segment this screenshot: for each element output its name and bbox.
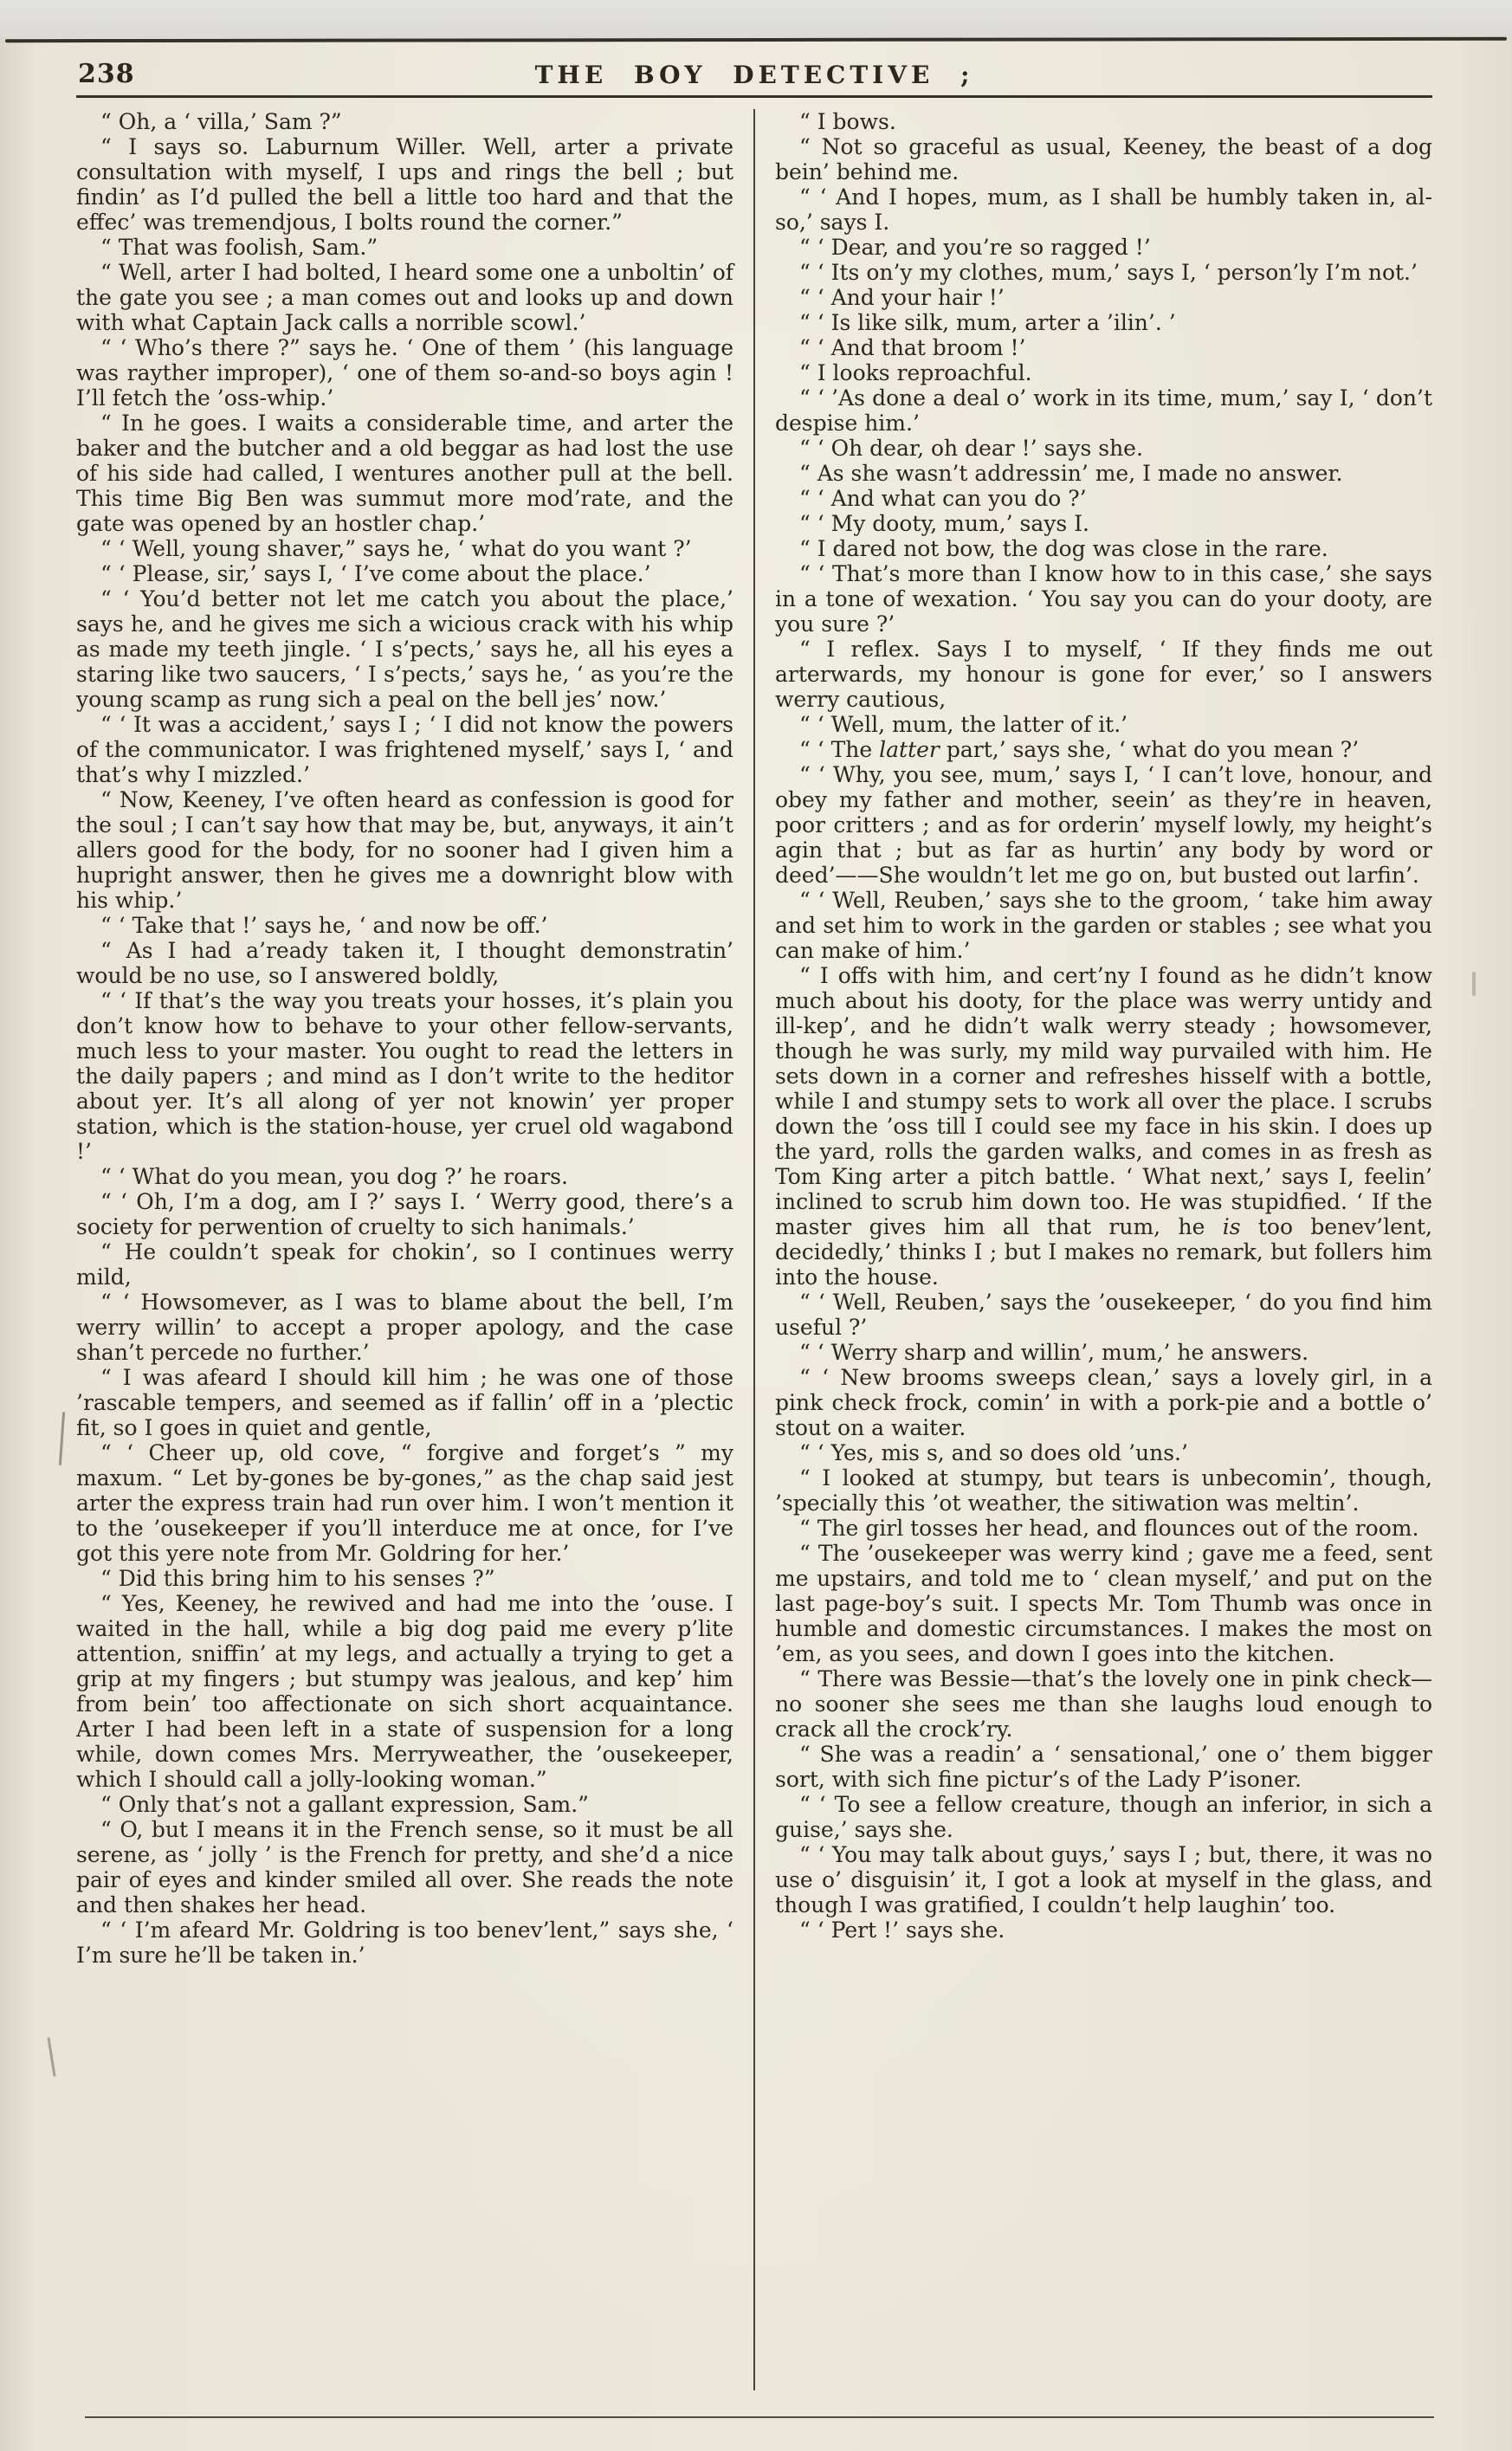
paragraph: “ In he goes. I waits a considerable time, and arter the baker and the butcher and a old beggar as had lost the use of his side had called, I wentures another pull at the bell. This time Big Ben was summut more mod’rate, and the gate was opened by an hostler chap.’: [76, 411, 733, 536]
running-title: THE BOY DETECTIVE ;: [534, 61, 974, 89]
paragraph: “ ‘ You’d better not let me catch you about the place,’ says he, and he gives me sich a wicious crack with his whip as made my teeth jingle. ‘ I s’pects,’ says he, all his eyes a staring like two saucers, ‘ I s’pects,’ says he, ‘ as you’re the young scamp as rung sich a peal on the bell jes’ now.’: [76, 586, 733, 712]
paragraph: “ The girl tosses her head, and flounces out of the room.: [799, 1516, 1419, 1541]
paragraph: “ ‘ Howsomever, as I was to blame about the bell, I’m werry willin’ to accept a proper apology, and the case shan’t percede no further.’: [76, 1290, 733, 1365]
running-header: [76, 55, 1432, 94]
paragraph: “ Now, Keeney, I’ve often heard as confession is good for the soul ; I can’t say how that may be, but, anyways, it ain’t allers good for the body, for no sooner had I given him a hupright answer, then he gives me a downright blow with his whip.’: [76, 787, 733, 913]
paragraph: “ ‘ Pert !’ says she.: [799, 1917, 1005, 1943]
paragraph: “ ‘ Oh dear, oh dear !’ says she.: [799, 436, 1143, 461]
paragraph: “ I says so. Laburnum Willer. Well, arter a private consultation with myself, I ups and rings the bell ; but findin’ as I’d pulled the bell a little too hard and that the effec’ was tremendjous, I bolts round the corner.”: [76, 134, 733, 235]
page-number: 238: [78, 59, 135, 89]
column-divider: [753, 109, 755, 2390]
paragraph: “ Not so graceful as usual, Keeney, the beast of a dog bein’ behind me.: [775, 134, 1432, 184]
text-body: [76, 109, 1432, 2390]
paragraph: “ ‘ Oh, I’m a dog, am I ?’ says I. ‘ Werry good, there’s a society for perwention of cruelty to sich hanimals.’: [76, 1189, 733, 1239]
paragraph: “ ‘ Cheer up, old cove, “ forgive and forget’s ” my maxum. “ Let by-gones be by-gones,” as the chap said jest arter the express train had run over him. I won’t mention it to the ’ousekeeper if you’ll interduce me at once, for I’ve got this yere note from Mr. Goldring for her.’: [76, 1440, 733, 1566]
paragraph: “ ‘ I’m afeard Mr. Goldring is too benev’lent,” says she, ‘ I’m sure he’ll be taken in.’: [76, 1917, 733, 1968]
paragraph: “ Yes, Keeney, he rewived and had me into the ’ouse. I waited in the hall, while a big dog paid me every p’lite attention, sniffin’ at my legs, and actually a trying to get a grip at my fingers ; but stumpy was jealous, and kep’ him from bein’ too affectionate on sich short acquaintance. Arter I had been left in a state of suspension for a long while, down comes Mrs. Merryweather, the ’ousekeeper, which I should call a jolly-looking woman.”: [76, 1591, 733, 1792]
paragraph: “ ‘ Take that !’ says he, ‘ and now be off.’: [100, 913, 548, 938]
paragraph: “ Well, arter I had bolted, I heard some one a unboltin’ of the gate you see ; a man comes out and looks up and down with what Captain Jack calls a norrible scowl.’: [76, 260, 733, 335]
paragraph: “ ‘ New brooms sweeps clean,’ says a lovely girl, in a pink check frock, comin’ in with a pork-pie and a bottle o’ stout on a waiter.: [775, 1365, 1432, 1440]
paragraph: “ ‘ Well, Reuben,’ says the ’ousekeeper, ‘ do you find him useful ?’: [775, 1290, 1432, 1340]
scan-top-edge: [0, 0, 1512, 38]
paragraph: “ That was foolish, Sam.”: [100, 235, 378, 260]
paragraph: “ ‘ And your hair !’: [799, 285, 1005, 310]
footer-rule: [85, 2416, 1434, 2418]
paragraph: “ I bows.: [799, 109, 896, 134]
paragraph: “ ‘ If that’s the way you treats your hosses, it’s plain you don’t know how to behave to your other fellow-servants, much less to your master. You ought to read the letters in the daily papers ; and mind as I don’t write to the heditor about yer. It’s all along of yer not knowin’ yer proper station, which is the station-house, yer cruel old wagabond !’: [76, 988, 733, 1164]
paragraph: “ Only that’s not a gallant expression, Sam.”: [100, 1792, 589, 1817]
paragraph: “ ‘ And what can you do ?’: [799, 486, 1087, 511]
paragraph: “ ‘ My dooty, mum,’ says I.: [799, 511, 1089, 536]
scan-artifact: [1472, 972, 1476, 996]
paragraph: “ Did this bring him to his senses ?”: [100, 1566, 495, 1591]
scan-artifact: [59, 1412, 65, 1465]
paragraph: “ ‘ Please, sir,’ says I, ‘ I’ve come about the place.’: [100, 561, 651, 586]
paragraph: “ O, but I means it in the French sense, so it must be all serene, as ‘ jolly ’ is the French for pretty, and she’d a nice pair of eyes and kinder smiled all over. She reads the note and then shakes her head.: [76, 1817, 733, 1917]
paragraph: “ ‘ And I hopes, mum, as I shall be humbly taken in, al-so,’ says I.: [775, 184, 1432, 235]
column-left: [76, 109, 733, 2390]
paragraph: “ ‘ Werry sharp and willin’, mum,’ he answers.: [799, 1340, 1309, 1365]
paragraph: “ ‘ Who’s there ?” says he. ‘ One of them ’ (his language was rayther improper), ‘ one of them so-and-so boys agin ! I’ll fetch the ’oss-whip.’: [76, 335, 733, 411]
paragraph: “ ‘ Dear, and you’re so ragged !’: [799, 235, 1151, 260]
paragraph: “ ‘ What do you mean, you dog ?’ he roars.: [100, 1164, 568, 1189]
scan-artifact: [47, 2037, 55, 2077]
paragraph: “ I dared not bow, the dog was close in the rare.: [799, 536, 1328, 561]
paragraph: “ As she wasn’t addressin’ me, I made no answer.: [799, 461, 1343, 486]
header-rule: [76, 95, 1432, 98]
paragraph: “ ‘ And that broom !’: [799, 335, 1026, 360]
paragraph: “ ‘ To see a fellow creature, though an inferior, in sich a guise,’ says she.: [775, 1792, 1432, 1842]
paragraph: “ ‘ It was a accident,’ says I ; ‘ I did not know the powers of the communicator. I was frightened myself,’ says I, ‘ and that’s why I mizzled.’: [76, 712, 733, 787]
paragraph: “ I was afeard I should kill him ; he was one of those ’rascable tempers, and seemed as if fallin’ off in a ’plectic fit, so I goes in quiet and gentle,: [76, 1365, 733, 1440]
paragraph: “ ‘ Is like silk, mum, arter a ’ilin’. ’: [799, 310, 1176, 335]
paragraph: “ There was Bessie—that’s the lovely one in pink check—no sooner she sees me than she laughs loud enough to crack all the crock’ry.: [775, 1666, 1432, 1742]
column-right: [775, 109, 1432, 2390]
paragraph: “ ‘ That’s more than I know how to in this case,’ she says in a tone of wexation. ‘ You say you can do your dooty, are you sure ?’: [775, 561, 1432, 637]
paragraph: “ I looks reproachful.: [799, 360, 1032, 385]
paragraph: “ ‘ You may talk about guys,’ says I ; but, there, it was no use o’ disguisin’ it, I got a look at myself in the glass, and though I was gratified, I couldn’t help laughin’ too.: [775, 1842, 1432, 1917]
paragraph: “ I looked at stumpy, but tears is unbecomin’, though, ’specially this ’ot weather, the sitiwation was meltin’.: [775, 1465, 1432, 1516]
paragraph: “ Oh, a ‘ villa,’ Sam ?”: [100, 109, 342, 134]
paragraph: “ As I had a’ready taken it, I thought demonstratin’ would be no use, so I answered boldly,: [76, 938, 733, 988]
paragraph: “ The ’ousekeeper was werry kind ; gave me a feed, sent me upstairs, and told me to ‘ clean myself,’ and put on the last page-boy’s suit. I spects Mr. Tom Thumb was once in humble and domestic circumstances. I makes the most on ’em, as you sees, and down I goes into the kitchen.: [775, 1541, 1432, 1666]
paragraph: “ ‘ Why, you see, mum,’ says I, ‘ I can’t love, honour, and obey my father and mother, seein’ as they’re in heaven, poor critters ; and as for orderin’ myself lowly, my height’s agin that ; but as far as hurtin’ any body by word or deed’——She wouldn’t let me go on, but busted out larfin’.: [775, 762, 1432, 888]
paragraph: “ ‘ Well, young shaver,” says he, ‘ what do you want ?’: [100, 536, 692, 561]
paragraph: “ ‘ Its on’y my clothes, mum,’ says I, ‘ person’ly I’m not.’: [799, 260, 1418, 285]
paragraph: “ ‘ ’As done a deal o’ work in its time, mum,’ say I, ‘ don’t despise him.’: [775, 385, 1432, 436]
paragraph: “ ‘ Yes, mis s, and so does old ’uns.’: [799, 1440, 1188, 1465]
paragraph: “ He couldn’t speak for chokin’, so I continues werry mild,: [76, 1239, 733, 1290]
paragraph: “ I offs with him, and cert’ny I found as he didn’t know much about his dooty, for the place was werry untidy and ill-kep’, and he didn’t walk werry steady ; howsomever, though he was surly, my mild way purvailed with him. He sets down in a corner and refreshes hisself with a bottle, while I and stumpy sets to work all over the place. I scrubs down the ’oss till I could see my face in his skin. I does up the yard, rolls the garden walks, and comes in as fresh as Tom King arter a pitch battle. ‘ What next,’ says I, feelin’ inclined to scrub him down too. He was stupidfied. ‘ If the master gives him all that rum, he is too benev’lent, decidedly,’ thinks I ; but I makes no remark, but follers him into the house.: [775, 963, 1432, 1290]
paragraph: “ ‘ Well, Reuben,’ says she to the groom, ‘ take him away and set him to work in the garden or stables ; see what you can make of him.’: [775, 888, 1432, 963]
paragraph: “ ‘ The latter part,’ says she, ‘ what do you mean ?’: [799, 737, 1360, 762]
paragraph: “ She was a readin’ a ‘ sensational,’ one o’ them bigger sort, with sich fine pictur’s of the Lady P’isoner.: [775, 1742, 1432, 1792]
paragraph: “ ‘ Well, mum, the latter of it.’: [799, 712, 1128, 737]
paragraph: “ I reflex. Says I to myself, ‘ If they finds me out arterwards, my honour is gone for ever,’ so I answers werry cautious,: [775, 637, 1432, 712]
